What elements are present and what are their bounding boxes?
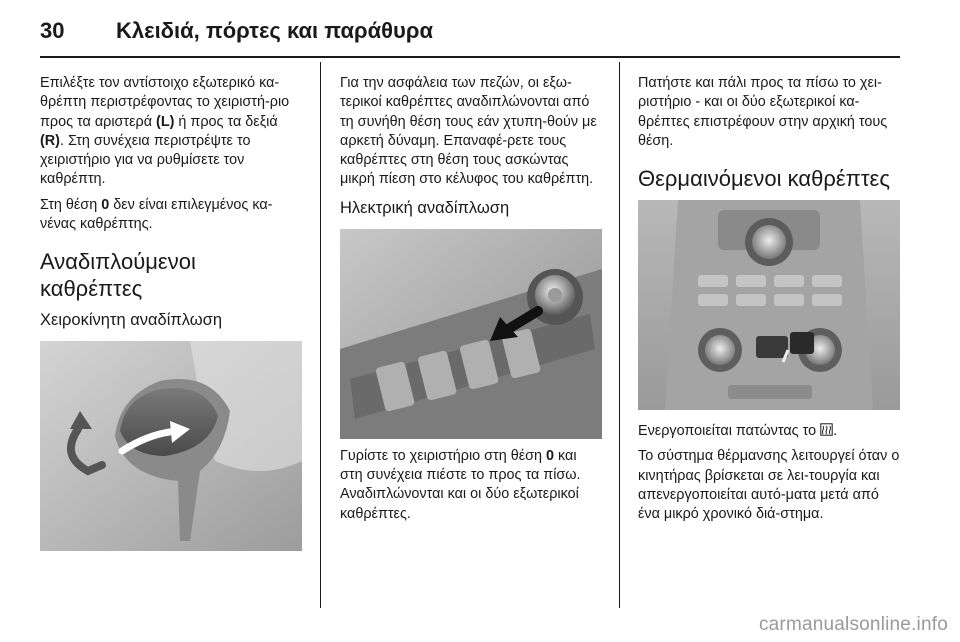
column-1 bbox=[40, 74, 302, 551]
column-divider bbox=[320, 62, 321, 608]
right-label: (R) bbox=[40, 132, 60, 149]
page-number: 30 bbox=[40, 18, 65, 43]
page-header bbox=[40, 14, 900, 56]
paragraph-pedestrian-safety: Για την ασφάλεια των πεζών, οι εξω-τερικοί καθρέπτες αναδιπλώνονται από τη συνήθη θέση τους εάν χτυπη-θούν με αρκετή δύναμη. Επαναφέ-ρετε τους καθρέπτες στη θέση τους ασκώντας μικρή πίεση στο κέλυφος του καθρέπτη. bbox=[340, 75, 597, 188]
electric-folding-image bbox=[340, 229, 602, 439]
watermark: carmanualsonline.info bbox=[758, 614, 948, 635]
paragraph-turn-control: Γυρίστε το χειριστήριο στη θέση 0 και στη συνέχεια πιέστε το προς τα πίσω. Αναδιπλώνονται και οι δύο εξωτερικοί καθρέπτες. bbox=[340, 447, 581, 522]
zero-label: 0 bbox=[546, 447, 555, 464]
column-divider bbox=[619, 62, 620, 608]
paragraph-position-zero: Στη θέση 0 δεν είναι επιλεγμένος κα-νένας καθρέπτης. bbox=[40, 196, 273, 233]
header-divider bbox=[40, 56, 900, 58]
chapter-title: Κλειδιά, πόρτες και παράθυρα bbox=[116, 18, 433, 43]
manual-folding-image bbox=[40, 341, 302, 551]
heading-folding-mirrors: Αναδιπλούμενοι καθρέπτες bbox=[40, 249, 196, 302]
heading-heated-mirrors: Θερμαινόμενοι καθρέπτες bbox=[638, 166, 890, 192]
paragraph-press-again: Πατήστε και πάλι προς τα πίσω το χει-ριστήριο - και οι δύο εξωτερικοί κα-θρέπτες επιστρέφουν στην αρχική τους θέση. bbox=[638, 75, 888, 149]
column-3 bbox=[638, 74, 900, 531]
paragraph-heating-system: Το σύστημα θέρμανσης λειτουργεί όταν ο κινητήρας βρίσκεται σε λει-τουργία και απενεργοποιείται αυτό-ματα μετά από ένα μικρό χρονικό διά-στημα. bbox=[638, 448, 900, 523]
paragraph-select-mirror: Επιλέξτε τον αντίστοιχο εξωτερικό κα-θρέπτη περιστρέφοντας το χειριστή-ριο προς τα αριστερά (L) ή προς τα δεξιά (R). Στη συνέχεια περιστρέψτε το χειριστήριο για να ρυθμίσετε τον καθρέπτη. bbox=[40, 75, 290, 188]
heading-electric-folding: Ηλεκτρική αναδίπλωση bbox=[340, 198, 510, 217]
heading-manual-folding: Χειροκίνητη αναδίπλωση bbox=[40, 311, 223, 330]
left-label: (L) bbox=[156, 113, 175, 130]
paragraph-activate: Ενεργοποιείται πατώντας το . bbox=[638, 423, 838, 440]
column-2 bbox=[340, 74, 602, 530]
heated-mirror-icon bbox=[820, 423, 833, 436]
heated-mirror-button-image bbox=[638, 200, 900, 410]
zero-label: 0 bbox=[101, 196, 110, 213]
